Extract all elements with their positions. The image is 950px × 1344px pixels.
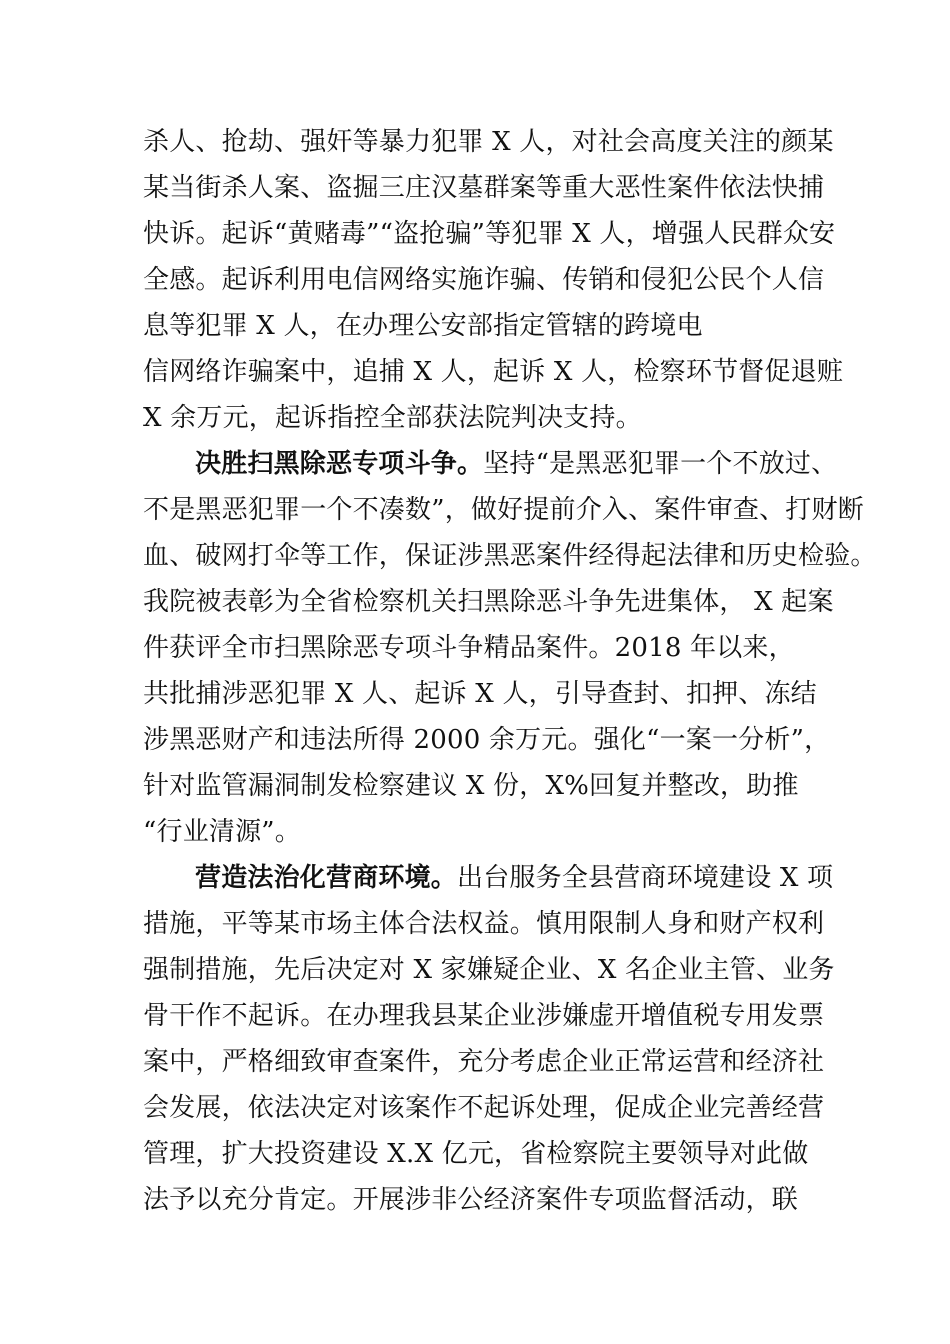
body-line: 息等犯罪 X 人，在办理公安部指定管辖的跨境电 (143, 311, 703, 341)
section-first-line-text: 出台服务全县营商环境建设 X 项 (457, 863, 834, 893)
body-line: 某当街杀人案、盗掘三庄汉墓群案等重大恶性案件依法快捕 (143, 173, 825, 203)
body-line: 杀人、抢劫、强奸等暴力犯罪 X 人，对社会高度关注的颜某 (143, 127, 834, 157)
body-line: 涉黑恶财产和违法所得 2000 余万元。强化“一案一分析”， (143, 725, 831, 755)
body-line: 骨干作不起诉。在办理我县某企业涉嫌虚开增值税专用发票 (143, 1001, 825, 1031)
body-line: 强制措施，先后决定对 X 家嫌疑企业、X 名企业主管、业务 (143, 955, 835, 985)
body-line: 我院被表彰为全省检察机关扫黑除恶斗争先进集体， X 起案 (143, 587, 834, 617)
body-line: 案中，严格细致审查案件，充分考虑企业正常运营和经济社 (143, 1047, 825, 1077)
body-line: 措施，平等某市场主体合法权益。慎用限制人身和财产权利 (143, 909, 825, 939)
body-line: 针对监管漏洞制发检察建议 X 份，X%回复并整改，助推 (143, 771, 799, 801)
section-first-line (195, 449, 837, 479)
body-line: 信网络诈骗案中，追捕 X 人，起诉 X 人，检察环节督促退赃 (143, 357, 844, 387)
section-heading-anti-crime: 决胜扫黑除恶专项斗争。 (195, 449, 484, 479)
body-line: 快诉。起诉“黄赌毒”“盗抢骗”等犯罪 X 人，增强人民群众安 (143, 219, 836, 249)
body-line: 法予以充分肯定。开展涉非公经济案件专项监督活动，联 (143, 1185, 799, 1215)
section-first-line (195, 863, 833, 893)
section-heading-business-environment: 营造法治化营商环境。 (195, 863, 458, 893)
body-line: 不是黑恶犯罪一个不凑数”，做好提前介入、案件审查、打财断 (143, 495, 864, 525)
body-line: 全感。起诉利用电信网络实施诈骗、传销和侵犯公民个人信 (143, 265, 825, 295)
body-line: X 余万元，起诉指控全部获法院判决支持。 (143, 403, 642, 433)
body-line: 共批捕涉恶犯罪 X 人、起诉 X 人，引导查封、扣押、冻结 (143, 679, 817, 709)
body-line: “行业清源”。 (143, 817, 301, 847)
body-line: 会发展，依法决定对该案作不起诉处理，促成企业完善经营 (143, 1093, 825, 1123)
body-line: 血、破网打伞等工作，保证涉黑恶案件经得起法律和历史检验。 (143, 541, 877, 571)
body-line: 管理，扩大投资建设 X.X 亿元，省检察院主要领导对此做 (143, 1139, 809, 1169)
body-line: 件获评全市扫黑除恶专项斗争精品案件。2018 年以来， (143, 633, 795, 663)
section-first-line-text: 坚持“是黑恶犯罪一个不放过、 (483, 449, 838, 479)
